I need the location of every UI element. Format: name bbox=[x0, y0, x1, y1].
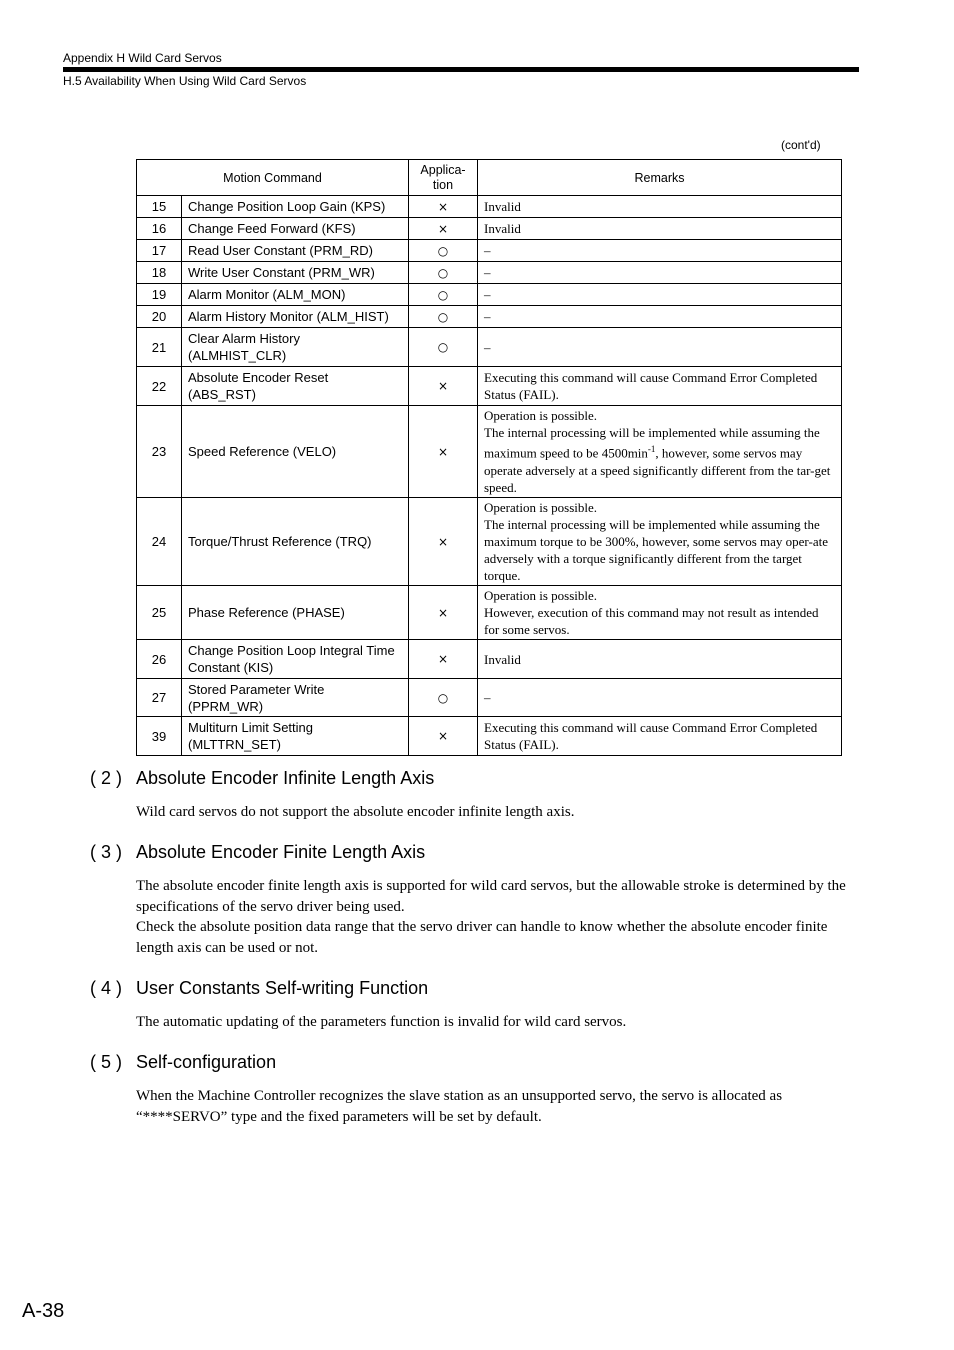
command-name: Alarm History Monitor (ALM_HIST) bbox=[182, 306, 409, 328]
command-name: Change Position Loop Integral Time Constant (KIS) bbox=[182, 640, 409, 679]
table-row bbox=[137, 262, 842, 284]
section-number: ( 4 ) bbox=[90, 978, 123, 998]
command-name: Speed Reference (VELO) bbox=[182, 406, 409, 498]
row-number: 24 bbox=[137, 498, 182, 586]
motion-command-table bbox=[136, 159, 842, 756]
table-row bbox=[137, 218, 842, 240]
row-number: 27 bbox=[137, 679, 182, 717]
section-body-5: When the Machine Controller recognizes the slave station as an unsupported servo, the servo is allocated as “****SERVO” type and the fixed parameters will be set by default. bbox=[136, 1088, 783, 1125]
remarks-cell: Invalid bbox=[478, 640, 842, 679]
application-mark: ○ bbox=[409, 679, 478, 717]
application-mark: × bbox=[409, 367, 478, 406]
section-heading-4 bbox=[90, 978, 428, 999]
command-name: Change Feed Forward (KFS) bbox=[182, 218, 409, 240]
command-name: Absolute Encoder Reset (ABS_RST) bbox=[182, 367, 409, 406]
section-heading-2 bbox=[90, 768, 434, 789]
command-name: Alarm Monitor (ALM_MON) bbox=[182, 284, 409, 306]
row-number: 22 bbox=[137, 367, 182, 406]
table-row bbox=[137, 406, 842, 498]
application-mark: ○ bbox=[409, 262, 478, 284]
section-body-3: The absolute encoder finite length axis is supported for wild card servos, but the allowable stroke is determined by the specifications of the servo driver being used. Check the absolute position data range that the servo driver can handle to know whether the absolute encoder finite length axis can be used or not. bbox=[136, 878, 846, 957]
table-row bbox=[137, 306, 842, 328]
application-mark: × bbox=[409, 717, 478, 756]
application-mark: ○ bbox=[409, 284, 478, 306]
row-number: 21 bbox=[137, 328, 182, 367]
section-heading-3 bbox=[90, 842, 425, 863]
contd-label: (cont'd) bbox=[781, 138, 821, 152]
application-mark: ○ bbox=[409, 306, 478, 328]
command-name: Change Position Loop Gain (KPS) bbox=[182, 196, 409, 218]
section-number: ( 3 ) bbox=[90, 842, 123, 862]
table-row bbox=[137, 717, 842, 756]
section-title: Absolute Encoder Infinite Length Axis bbox=[136, 768, 435, 788]
remarks-cell: Operation is possible. The internal processing will be implemented while assuming the maximum speed to be $4500\min^{-1}$, however, some servos may operate adversely at a speed significantly different from the tar-get speed. bbox=[478, 406, 842, 498]
application-mark: ○ bbox=[409, 328, 478, 367]
row-number: 23 bbox=[137, 406, 182, 498]
remarks-cell: – bbox=[478, 262, 842, 284]
command-name: Multiturn Limit Setting (MLTTRN_SET) bbox=[182, 717, 409, 756]
unit-exponent: -1 bbox=[647, 444, 656, 455]
remarks-cell: Invalid bbox=[478, 218, 842, 240]
application-mark: × bbox=[409, 218, 478, 240]
section-heading-5 bbox=[90, 1052, 276, 1073]
header-rule bbox=[63, 67, 859, 72]
table-row bbox=[137, 240, 842, 262]
section-number: ( 2 ) bbox=[90, 768, 123, 788]
section-title: User Constants Self-writing Function bbox=[136, 978, 429, 998]
application-mark: × bbox=[409, 196, 478, 218]
section-header: H.5 Availability When Using Wild Card Servos bbox=[63, 74, 307, 88]
table-row bbox=[137, 640, 842, 679]
table-row bbox=[137, 498, 842, 586]
section-body-4: The automatic updating of the parameters function is invalid for wild card servos. bbox=[136, 1014, 627, 1030]
command-name: Stored Parameter Write (PPRM_WR) bbox=[182, 679, 409, 717]
row-number: 26 bbox=[137, 640, 182, 679]
remarks-cell: Executing this command will cause Command Error Completed Status (FAIL). bbox=[478, 717, 842, 756]
table-row bbox=[137, 328, 842, 367]
header-motion-command: Motion Command bbox=[137, 160, 409, 196]
command-name: Torque/Thrust Reference (TRQ) bbox=[182, 498, 409, 586]
section-title: Self-configuration bbox=[136, 1052, 277, 1072]
row-number: 18 bbox=[137, 262, 182, 284]
application-mark: × bbox=[409, 640, 478, 679]
remarks-cell: – bbox=[478, 284, 842, 306]
chapter-header: Appendix H Wild Card Servos bbox=[63, 51, 222, 65]
remarks-cell: Operation is possible. However, execution of this command may not result as intended for some servos. bbox=[478, 586, 842, 640]
table-row bbox=[137, 284, 842, 306]
table-row bbox=[137, 196, 842, 218]
remarks-cell: – bbox=[478, 679, 842, 717]
table-row bbox=[137, 367, 842, 406]
application-mark: × bbox=[409, 498, 478, 586]
remarks-cell: – bbox=[478, 328, 842, 367]
row-number: 17 bbox=[137, 240, 182, 262]
row-number: 20 bbox=[137, 306, 182, 328]
remarks-cell: Executing this command will cause Command Error Completed Status (FAIL). bbox=[478, 367, 842, 406]
command-name: Phase Reference (PHASE) bbox=[182, 586, 409, 640]
command-name: Write User Constant (PRM_WR) bbox=[182, 262, 409, 284]
table-row bbox=[137, 679, 842, 717]
row-number: 19 bbox=[137, 284, 182, 306]
row-number: 39 bbox=[137, 717, 182, 756]
section-number: ( 5 ) bbox=[90, 1052, 123, 1072]
header-remarks: Remarks bbox=[478, 160, 842, 196]
remarks-cell: Operation is possible. The internal processing will be implemented while assuming the maximum torque to be 300%, however, some servos may oper-ate adversely with a torque significantly different from the target torque. bbox=[478, 498, 842, 586]
row-number: 16 bbox=[137, 218, 182, 240]
application-mark: × bbox=[409, 586, 478, 640]
header-application: Applica- tion bbox=[409, 160, 478, 196]
table-header-row bbox=[137, 160, 842, 196]
remarks-cell: Invalid bbox=[478, 196, 842, 218]
row-number: 15 bbox=[137, 196, 182, 218]
command-name: Clear Alarm History (ALMHIST_CLR) bbox=[182, 328, 409, 367]
page-number: A-38 bbox=[22, 1300, 65, 1322]
remarks-cell: – bbox=[478, 306, 842, 328]
section-title: Absolute Encoder Finite Length Axis bbox=[136, 842, 426, 862]
application-mark: ○ bbox=[409, 240, 478, 262]
application-mark: × bbox=[409, 406, 478, 498]
section-body-2: Wild card servos do not support the absolute encoder infinite length axis. bbox=[136, 804, 575, 820]
row-number: 25 bbox=[137, 586, 182, 640]
command-name: Read User Constant (PRM_RD) bbox=[182, 240, 409, 262]
remarks-cell: – bbox=[478, 240, 842, 262]
table-row bbox=[137, 586, 842, 640]
